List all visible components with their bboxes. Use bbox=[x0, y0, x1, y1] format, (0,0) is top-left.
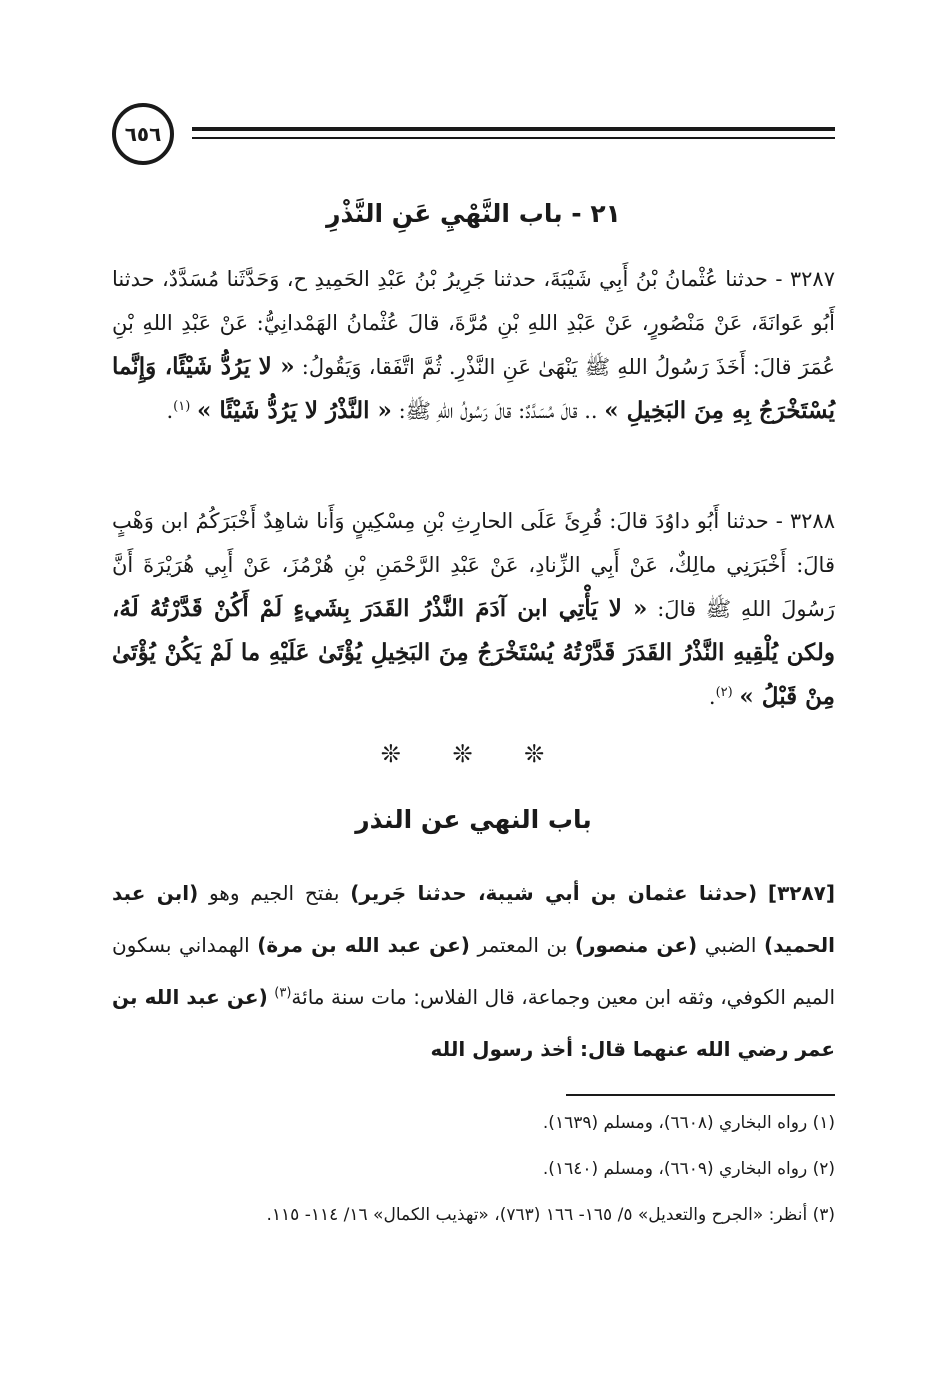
footnote-3: (٣) أنظر: «الجرح والتعديل» ٥/ ١٦٥- ١٦٦ (٧٦٣)، «تهذيب الكمال» ١٦/ ١١٤- ١١٥. bbox=[266, 1205, 835, 1225]
footnote-ref[interactable]: (٢) bbox=[715, 685, 733, 700]
footnotes bbox=[112, 1104, 835, 1242]
chapter-title: ٢١ - باب النَّهْيِ عَنِ النَّذْرِ bbox=[326, 199, 621, 228]
page-number: ٦٥٦ bbox=[112, 103, 174, 165]
hadith-3288 bbox=[112, 499, 835, 719]
header-rule-thick bbox=[192, 127, 835, 131]
commentary-quoted: (عن عبد الله بن عمر رضي الله عنهما قال: أخذ رسول الله bbox=[112, 985, 835, 1061]
footnote-2: (٢) رواه البخاري (٦٦٠٩)، ومسلم (١٦٤٠). bbox=[542, 1159, 835, 1179]
commentary-text: بن المعتمر bbox=[477, 933, 568, 957]
commentary-quoted: (عن منصور) bbox=[574, 933, 698, 957]
hadith-text: ٣٢٨٧ - حدثنا عُثْمانُ بْنُ أَبِي شَيْبَةَ، حدثنا جَرِيرُ بْنُ عَبْدِ الحَمِيدِ ح، وَحَدَّثَنا مُسَدَّدٌ، حدثنا أَبُو عَوانَةَ، عَنْ مَنْصُورٍ، عَنْ عَبْدِ اللهِ بْنِ مُرَّةَ، قالَ عُثْمانُ الهَمْدانِيُّ: عَنْ عَبْدِ اللهِ بْنِ عُمَرَ قالَ: أَخَذَ رَسُولُ اللهِ ﷺ يَنْهَىٰ عَنِ النَّذْرِ. ثُمَّ اتَّفَقا، وَيَقُولُ: bbox=[112, 267, 835, 379]
footnote-1: (١) رواه البخاري (٦٦٠٨)، ومسلم (١٦٣٩). bbox=[542, 1113, 835, 1133]
commentary-number: [٣٢٨٧] bbox=[767, 881, 836, 905]
footnote-ref[interactable]: (١) bbox=[173, 399, 191, 414]
footnote-divider bbox=[566, 1094, 835, 1096]
header-rule-thin bbox=[192, 137, 835, 139]
hadith-text-middle: .. قالَ مُسَدَّدٌ: قالَ رَسُولُ اللهِ ﷺ: bbox=[398, 399, 598, 423]
commentary-title: باب النهي عن النذر bbox=[355, 805, 592, 834]
hadith-end: . bbox=[708, 685, 716, 709]
commentary-text: الهمداني بسكون الميم الكوفي، وثقه ابن معين وجماعة، قال الفلاس: مات سنة مائة bbox=[112, 933, 836, 1009]
hadith-quote: « لا يَأْتِي ابن آدَمَ النَّذْرُ القَدَرَ بِشَيءٍ لَمْ أَكُنْ قَدَّرْتُهُ لَهُ، ولكن يُلْقِيهِ النَّذْرُ القَدَرَ قَدَّرْتُهُ يُسْتَخْرَجُ مِنَ البَخِيلِ يُؤْتَىٰ عَلَيْهِ ما لَمْ يَكُنْ يُؤْتَىٰ مِنْ قَبْلُ » bbox=[112, 595, 835, 710]
footnote-ref[interactable]: (٣) bbox=[274, 985, 292, 1001]
hadith-end: . bbox=[166, 399, 174, 423]
commentary-quoted: (ابن عبد الحميد) bbox=[112, 881, 836, 957]
commentary-text: الضبي bbox=[704, 933, 757, 957]
hadith-quote: « النَّذْرُ لا يَرُدُّ شَيْئًا » bbox=[197, 397, 392, 424]
page-header bbox=[112, 103, 835, 165]
hadith-quote: « لا يَرُدُّ شَيْئًا، وَإِنَّما يُسْتَخْرَجُ بِهِ مِنَ البَخِيلِ » bbox=[112, 353, 835, 424]
commentary-paragraph bbox=[112, 867, 835, 1075]
section-separator: ❊ ❊ ❊ bbox=[380, 740, 567, 768]
hadith-3287 bbox=[112, 257, 835, 433]
commentary-text: بفتح الجيم وهو bbox=[208, 881, 340, 905]
commentary-quoted: (حدثنا عثمان بن أبي شيبة، حدثنا جَرير) bbox=[350, 881, 758, 905]
hadith-text: ٣٢٨٨ - حدثنا أَبُو داوُدَ قالَ: قُرِئَ عَلَى الحارِثِ بْنِ مِسْكِينٍ وَأَنا شاهِدٌ أَخْبَرَكُمُ ابن وَهْبٍ قالَ: أَخْبَرَنِي مالِكٌ، عَنْ أَبِي الزِّنادِ، عَنْ عَبْدِ الرَّحْمَنِ بْنِ هُرْمُزَ، عَنْ أَبِي هُرَيْرَةَ أَنَّ رَسُولَ اللهِ ﷺ قالَ: bbox=[112, 509, 836, 621]
commentary-quoted: (عن عبد الله بن مرة) bbox=[257, 933, 470, 957]
